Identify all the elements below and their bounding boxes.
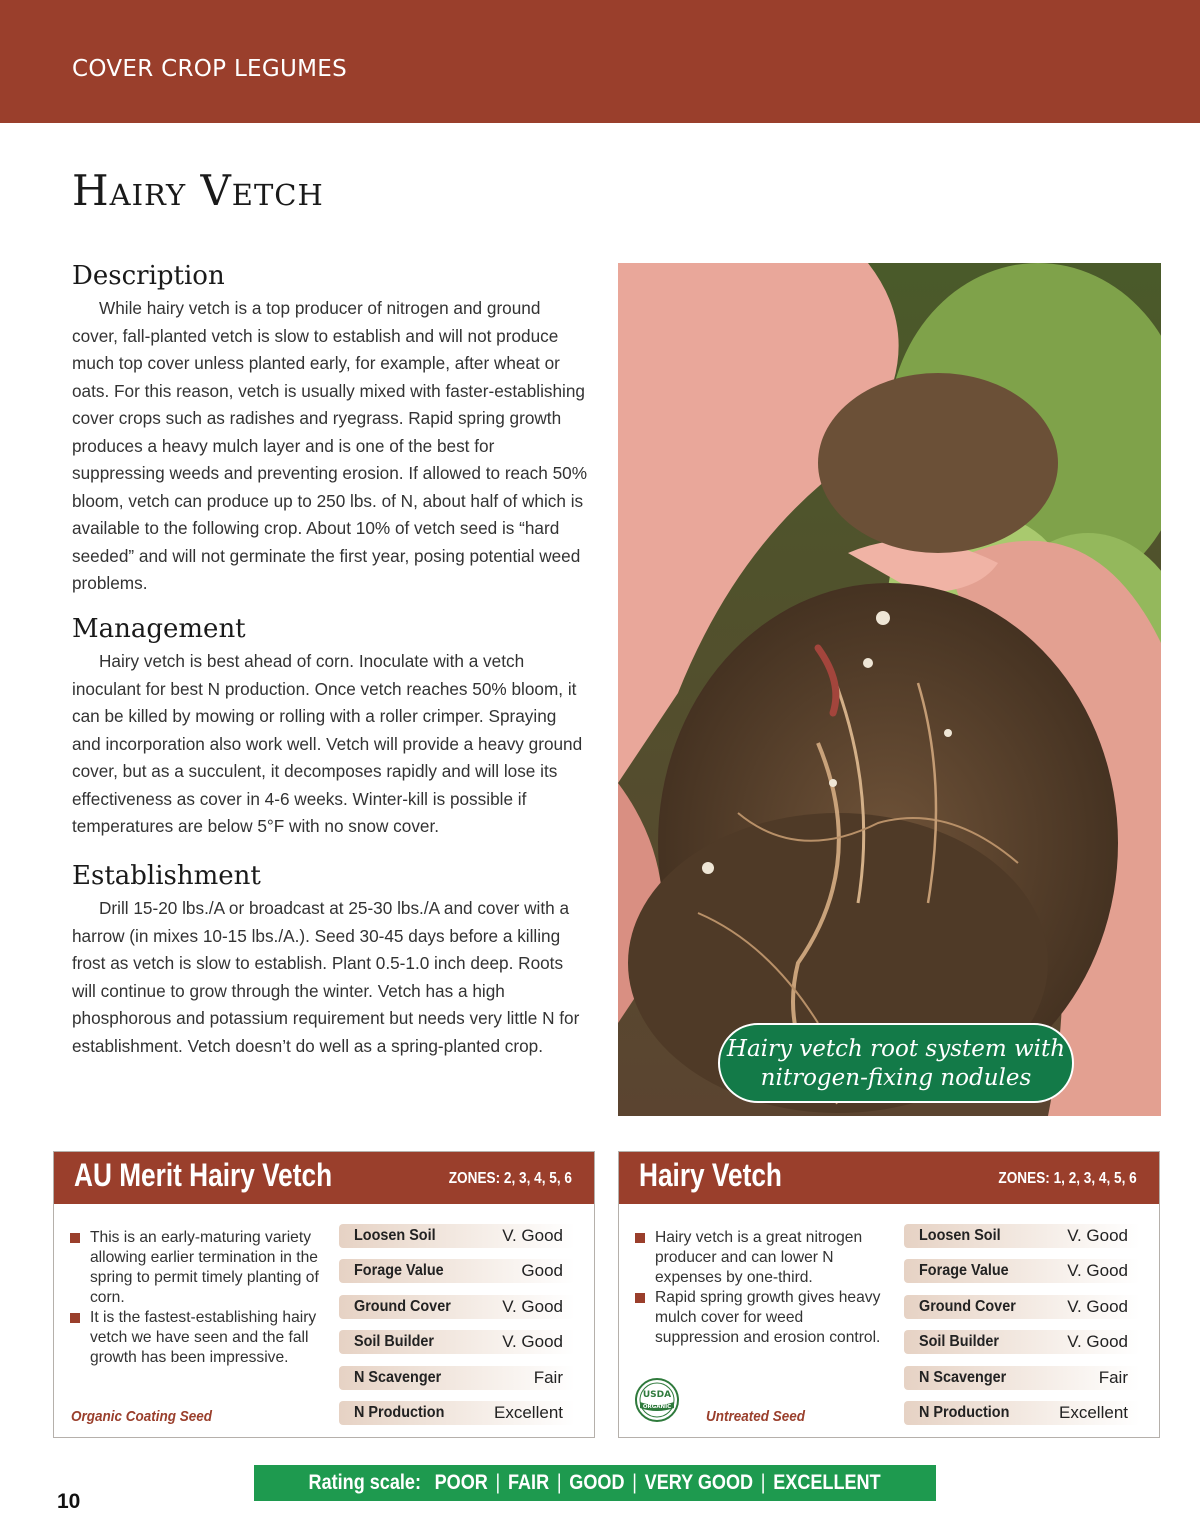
rating-level: GOOD [569, 1471, 625, 1494]
usda-seal-line1: USDA [642, 1390, 672, 1400]
rating-row [904, 1295, 1140, 1319]
rating-value: V. Good [502, 1226, 563, 1245]
rating-label: Soil Builder [354, 1333, 435, 1351]
rating-separator: | [495, 1471, 501, 1494]
rating-value: Excellent [494, 1402, 563, 1422]
rating-row [904, 1401, 1140, 1425]
rating-separator: | [557, 1471, 562, 1494]
section-title: COVER CROP LEGUMES [72, 56, 348, 82]
management-section [72, 614, 587, 841]
root-system-photo [618, 263, 1161, 1116]
variety-card-au-merit [53, 1151, 595, 1438]
header-banner [0, 0, 1200, 123]
rating-value: V. Good [1067, 1296, 1128, 1316]
rating-row [339, 1330, 575, 1354]
rating-level: POOR [435, 1471, 489, 1494]
list-item: This is an early-maturing variety allowing earlier termination in the spring to permit timely planting of corn. [70, 1228, 322, 1308]
rating-value: Excellent [1059, 1402, 1128, 1422]
list-item: Hairy vetch is a great nitrogen producer and can lower N expenses by one-third. [635, 1228, 887, 1288]
card-zones: ZONES: 1, 2, 3, 4, 5, 6 [998, 1170, 1137, 1187]
establishment-heading: Establishment [72, 861, 261, 891]
card-bullet-list [70, 1228, 322, 1368]
page-title: Hairy Vetch [72, 166, 324, 215]
rating-label: N Production [354, 1403, 445, 1421]
rating-level: EXCELLENT [773, 1471, 882, 1494]
variety-card-hairy-vetch [618, 1151, 1160, 1438]
rating-row [339, 1259, 575, 1283]
rating-scale-content [309, 1465, 881, 1501]
establishment-body: Drill 15-20 lbs./A or broadcast at 25-30 lbs./A and cover with a harrow (in mixes 10-15 lbs./A.). Seed 30-45 days before a killing frost as vetch is slow to establish. Plant 0.5-1.0 inch deep. Roots will continue to grow through the winter. Vetch has a high phosphorous and potassium requirement but needs very little N for establishment. Vetch doesn’t do well as a spring-planted crop. [72, 898, 580, 1056]
rating-row [339, 1366, 575, 1390]
description-heading: Description [72, 261, 225, 291]
management-heading: Management [72, 614, 246, 644]
rating-label: Forage Value [354, 1262, 444, 1280]
rating-value: Good [521, 1261, 563, 1281]
rating-scale-bar [254, 1465, 936, 1501]
rating-separator: | [761, 1471, 766, 1494]
rating-value: V. Good [502, 1332, 563, 1352]
usda-organic-seal-icon [635, 1378, 679, 1422]
rating-label: N Scavenger [919, 1368, 1007, 1386]
rating-level: VERY GOOD [645, 1471, 754, 1494]
photo-illustration [618, 263, 1161, 1116]
rating-label: Forage Value [919, 1262, 1009, 1280]
page-number: 10 [57, 1490, 81, 1513]
rating-label: Loosen Soil [354, 1227, 436, 1244]
rating-label: Ground Cover [919, 1297, 1016, 1315]
rating-value: Fair [1098, 1367, 1128, 1387]
description-section [72, 261, 587, 598]
ratings-table [339, 1224, 575, 1436]
rating-level: FAIR [508, 1471, 550, 1494]
card-title: AU Merit Hairy Vetch [74, 1157, 333, 1193]
ratings-table [904, 1224, 1140, 1436]
rating-row [904, 1224, 1140, 1248]
rating-value: V. Good [502, 1296, 563, 1316]
rating-label: Loosen Soil [919, 1227, 1001, 1244]
rating-row [339, 1224, 575, 1248]
seed-treatment-note: Organic Coating Seed [71, 1408, 213, 1425]
rating-label: N Production [919, 1403, 1010, 1421]
usda-seal-line2: ORGANIC [642, 1404, 672, 1410]
photo-caption [718, 1023, 1074, 1103]
rating-label: N Scavenger [354, 1368, 442, 1386]
rating-scale-label: Rating scale: [308, 1471, 422, 1494]
rating-value: V. Good [1067, 1332, 1128, 1352]
list-item: Rapid spring growth gives heavy mulch cover for weed suppression and erosion control. [635, 1288, 887, 1348]
rating-row [339, 1401, 575, 1425]
list-item: It is the fastest-establishing hairy vetch we have seen and the fall growth has been impressive. [70, 1308, 322, 1368]
rating-value: Fair [533, 1367, 563, 1387]
rating-row [904, 1330, 1140, 1354]
card-bullet-list [635, 1228, 887, 1348]
card-zones: ZONES: 2, 3, 4, 5, 6 [448, 1170, 572, 1187]
rating-value: V. Good [1067, 1226, 1128, 1245]
rating-label: Soil Builder [919, 1333, 1000, 1351]
card-header [54, 1152, 594, 1204]
management-body: Hairy vetch is best ahead of corn. Inoculate with a vetch inoculant for best N production. Once vetch reaches 50% bloom, it can be killed by mowing or rolling with a roller crimper. Spraying and incorporation also work well. Vetch will provide a heavy ground cover, but as a succulent, it decomposes rapidly and will lose its effectiveness as cover in 4-6 weeks. Winter-kill is possible if temperatures are below 5°F with no snow cover. [72, 651, 583, 836]
rating-value: V. Good [1067, 1261, 1128, 1281]
seed-treatment-note: Untreated Seed [706, 1408, 806, 1425]
rating-row [904, 1366, 1140, 1390]
rating-separator: | [632, 1471, 638, 1494]
description-body: While hairy vetch is a top producer of nitrogen and ground cover, fall-planted vetch is slow to establish and will not produce much top cover unless planted early, for example, after wheat or oats. For this reason, vetch is usually mixed with faster-establishing cover crops such as radishes and ryegrass. Rapid spring growth produces a heavy mulch layer and is one of the best for suppressing weeds and preventing erosion. If allowed to reach 50% bloom, vetch can produce up to 250 lbs. of N, about half of which is available to the following crop. About 10% of vetch seed is “hard seeded” and will not germinate the first year, posing potential weed problems. [72, 298, 587, 593]
rating-row [904, 1259, 1140, 1283]
card-title: Hairy Vetch [639, 1157, 782, 1193]
rating-row [339, 1295, 575, 1319]
caption-line-1: Hairy vetch root system with [726, 1036, 1066, 1062]
caption-line-2: nitrogen-fixing nodules [760, 1065, 1032, 1091]
card-header [619, 1152, 1159, 1204]
rating-label: Ground Cover [354, 1297, 451, 1315]
establishment-section [72, 861, 587, 1060]
